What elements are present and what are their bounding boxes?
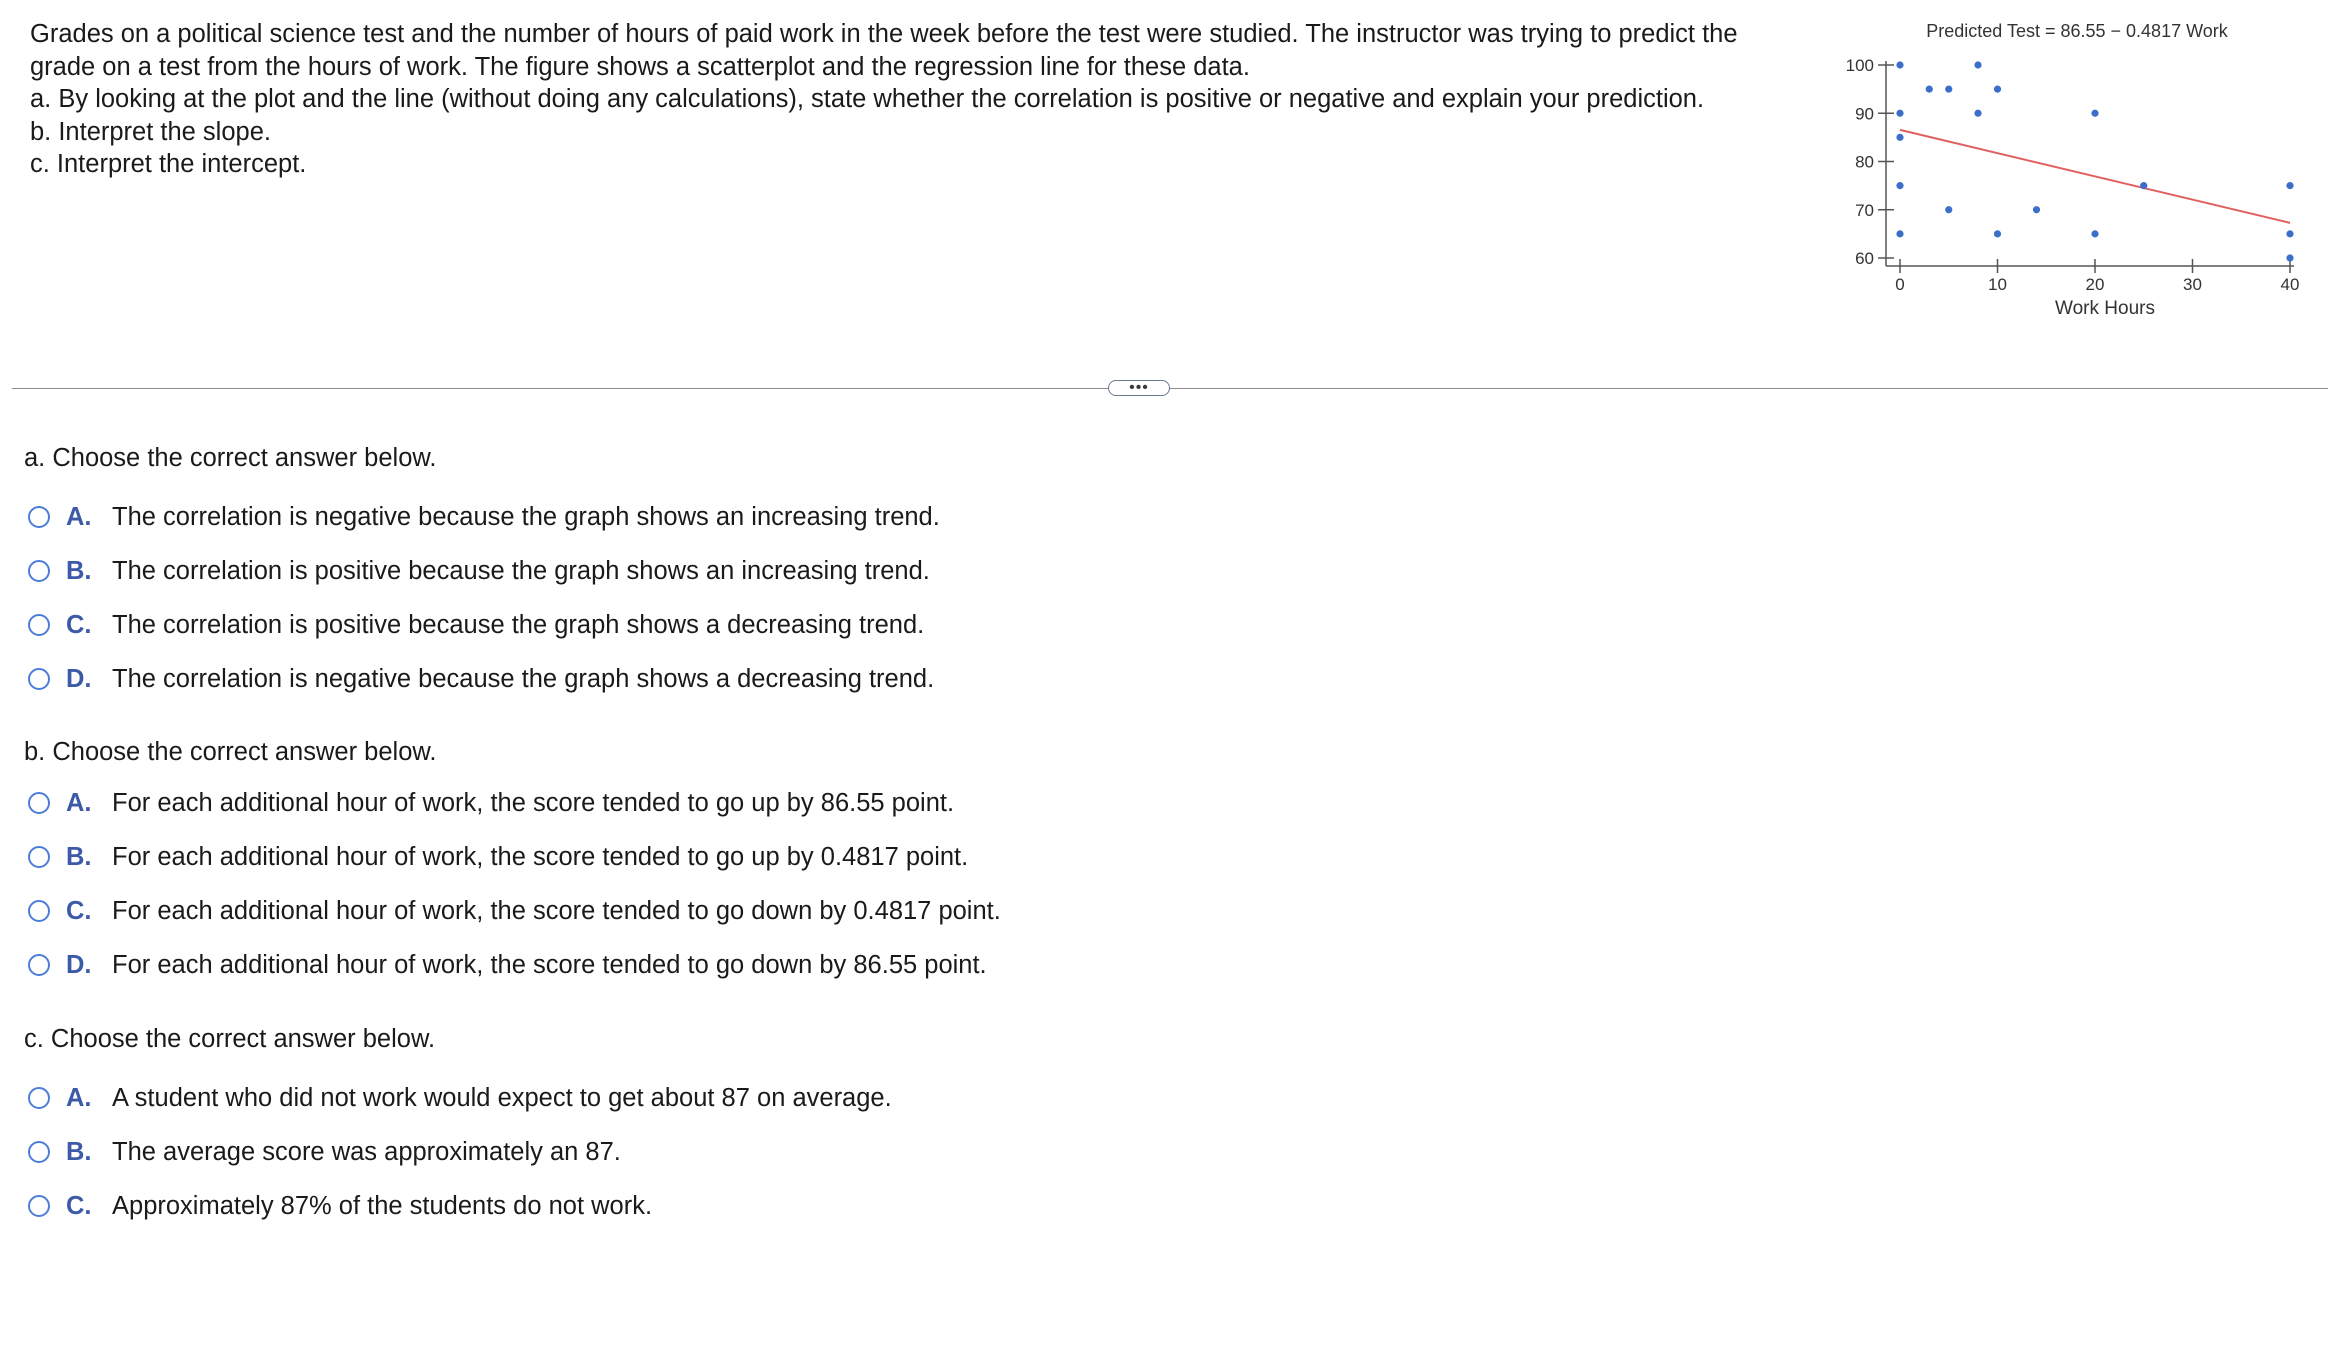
x-tick-label: 30 (2183, 275, 2202, 294)
option-letter: A. (66, 502, 92, 531)
data-point (2091, 110, 2098, 117)
data-point (1896, 110, 1903, 117)
prompt-line: b. Interpret the slope. (30, 117, 271, 146)
option-letter: C. (66, 1191, 92, 1220)
option-letter: A. (66, 1083, 92, 1112)
option-a-B[interactable] (28, 554, 930, 588)
prompt-line: grade on a test from the hours of work. The figure shows a scatterplot and the regression line for these data. (30, 52, 1250, 81)
option-letter: C. (66, 896, 92, 925)
prompt-line: c. Interpret the intercept. (30, 150, 307, 178)
radio-button[interactable] (28, 954, 50, 976)
option-text: The correlation is positive because the graph shows a decreasing trend. (112, 610, 925, 639)
option-letter: B. (66, 842, 92, 871)
option-b-A[interactable] (28, 786, 954, 820)
option-text: The correlation is positive because the graph shows an increasing trend. (112, 556, 930, 585)
option-b-D[interactable] (28, 948, 987, 982)
scatterplot-svg (1790, 0, 2320, 350)
option-b-B[interactable] (28, 840, 968, 874)
scatterplot-figure (1790, 0, 2320, 350)
option-text: For each additional hour of work, the score tended to go down by 86.55 point. (112, 950, 987, 979)
x-axis-label: Work Hours (2055, 298, 2155, 319)
data-point (2033, 206, 2040, 213)
y-tick-label: 100 (1845, 56, 1874, 75)
option-text: Approximately 87% of the students do not work. (112, 1191, 653, 1220)
option-c-A[interactable] (28, 1081, 892, 1115)
regression-line (1900, 130, 2290, 223)
radio-button[interactable] (28, 560, 50, 582)
option-a-A[interactable] (28, 500, 940, 534)
data-point (1896, 230, 1903, 237)
radio-button[interactable] (28, 668, 50, 690)
option-text: For each additional hour of work, the score tended to go up by 0.4817 point. (112, 842, 969, 871)
x-tick-label: 10 (1988, 275, 2007, 294)
option-a-C[interactable] (28, 608, 924, 642)
option-letter: D. (66, 950, 92, 979)
option-b-C[interactable] (28, 894, 1001, 928)
option-text: For each additional hour of work, the score tended to go up by 86.55 point. (112, 788, 955, 817)
question-c-label: c. Choose the correct answer below. (24, 1025, 436, 1053)
option-a-D[interactable] (28, 662, 934, 696)
y-tick-label: 90 (1855, 104, 1874, 124)
data-point (2140, 182, 2147, 189)
radio-button[interactable] (28, 614, 50, 636)
data-point (1994, 86, 2001, 93)
question-a-label: a. Choose the correct answer below. (24, 444, 437, 472)
radio-button[interactable] (28, 506, 50, 528)
radio-button[interactable] (28, 1195, 50, 1217)
data-point (2286, 230, 2293, 237)
option-text: The correlation is negative because the graph shows a decreasing trend. (112, 664, 935, 693)
option-letter: D. (66, 664, 92, 693)
option-text: A student who did not work would expect to get about 87 on average. (112, 1083, 892, 1112)
data-point (2286, 182, 2293, 189)
y-tick-label: 80 (1855, 152, 1874, 172)
option-c-C[interactable] (28, 1189, 652, 1223)
y-tick-label: 60 (1855, 249, 1874, 268)
question-b-label: b. Choose the correct answer below. (24, 738, 437, 766)
radio-button[interactable] (28, 846, 50, 868)
data-point (1974, 61, 1981, 68)
option-letter: B. (66, 1137, 92, 1166)
data-point (1896, 182, 1903, 189)
y-tick-label: 70 (1855, 200, 1874, 220)
data-point (1945, 206, 1952, 213)
data-point (1994, 230, 2001, 237)
radio-button[interactable] (28, 1087, 50, 1109)
option-text: The average score was approximately an 87. (112, 1137, 621, 1166)
data-point (1896, 134, 1903, 141)
x-tick-label: 0 (1895, 275, 1905, 294)
data-point (1926, 86, 1933, 93)
option-text: For each additional hour of work, the score tended to go down by 0.4817 point. (112, 896, 1001, 925)
option-c-B[interactable] (28, 1135, 621, 1169)
prompt-line: a. By looking at the plot and the line (without doing any calculations), state whether the correlation is positive or negative and explain your prediction. (30, 85, 1705, 113)
x-tick-label: 20 (2085, 275, 2105, 294)
data-point (2091, 230, 2098, 237)
option-letter: C. (66, 610, 92, 639)
ellipsis-icon: ••• (1129, 379, 1149, 396)
option-letter: A. (66, 788, 92, 817)
x-tick-label: 40 (2280, 275, 2300, 294)
problem-statement (30, 18, 1810, 181)
expand-more-button[interactable] (1108, 380, 1170, 396)
data-point (1945, 86, 1952, 93)
radio-button[interactable] (28, 1141, 50, 1163)
option-letter: B. (66, 556, 92, 585)
data-point (1896, 61, 1903, 68)
radio-button[interactable] (28, 792, 50, 814)
chart-title: Predicted Test = 86.55 − 0.4817 Work (1926, 21, 2228, 41)
prompt-line: Grades on a political science test and the number of hours of paid work in the week before the test were studied. The instructor was trying to predict the (30, 20, 1738, 48)
section-divider (12, 388, 2328, 389)
data-point (2286, 254, 2293, 261)
radio-button[interactable] (28, 900, 50, 922)
option-text: The correlation is negative because the graph shows an increasing trend. (112, 502, 940, 531)
data-point (1974, 110, 1981, 117)
